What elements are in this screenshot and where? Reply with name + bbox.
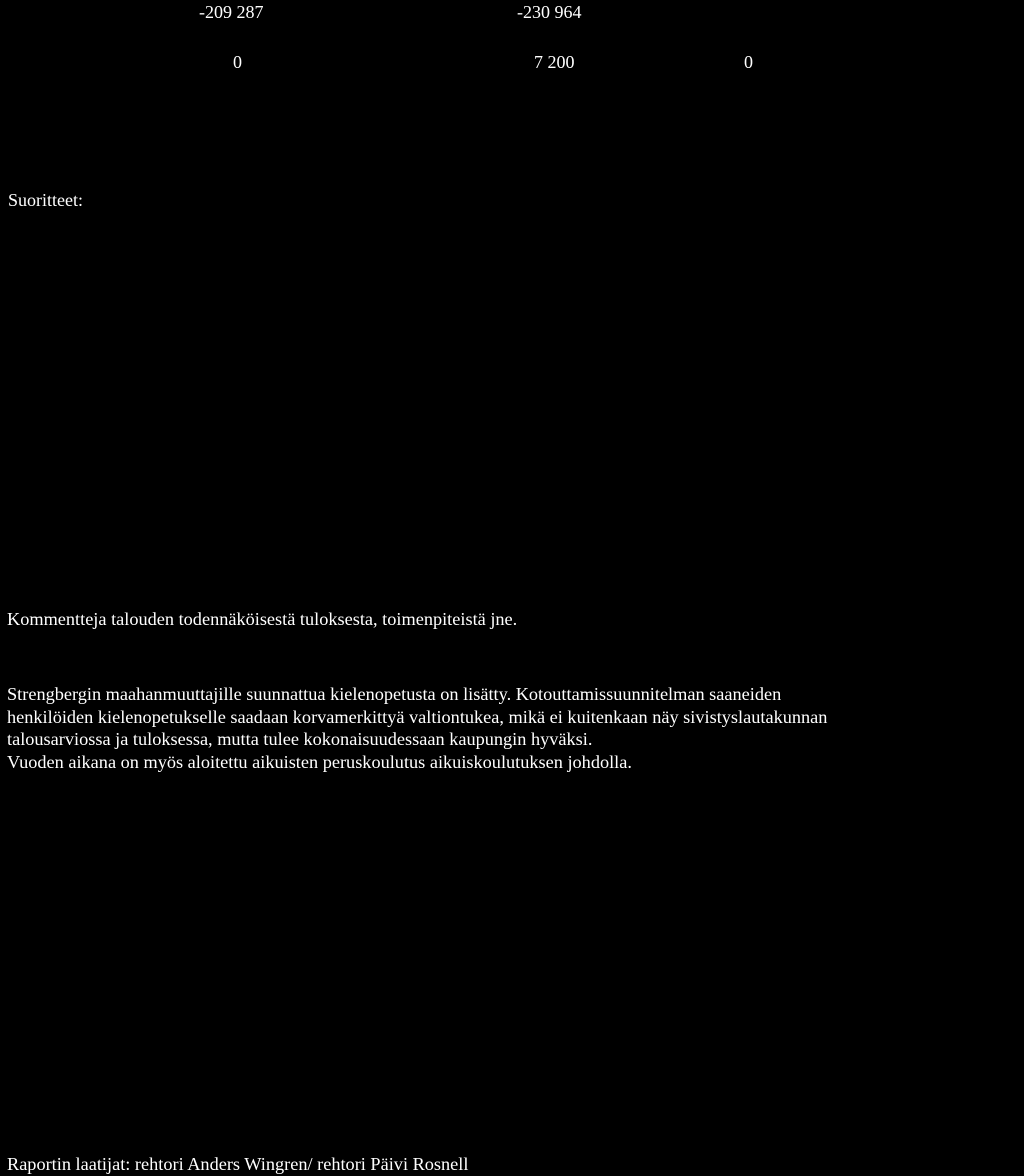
comments-line: talousarviossa ja tuloksessa, mutta tulee kokonaisuudessaan kaupungin hyväksi.: [7, 729, 593, 749]
suoritteet-label: Suoritteet:: [8, 190, 83, 210]
figure-row1-col2: -230 964: [517, 2, 582, 22]
figure-row1-col1: -209 287: [199, 2, 264, 22]
figure-row2-col3: 0: [744, 52, 753, 72]
comments-heading: Kommentteja talouden todennäköisestä tuloksesta, toimenpiteistä jne.: [7, 609, 518, 629]
comments-line: henkilöiden kielenopetukselle saadaan korvamerkittyä valtiontukea, mikä ei kuitenkaan näy sivistyslautakunnan: [7, 706, 828, 727]
report-authors: Raportin laatijat: rehtori Anders Wingren/ rehtori Päivi Rosnell: [7, 1154, 469, 1174]
figure-row2-col2: 7 200: [534, 52, 575, 72]
comments-paragraph: [7, 683, 1022, 773]
figure-row2-col1: 0: [233, 52, 242, 72]
comments-line: Strengbergin maahanmuuttajille suunnattua kielenopetusta on lisätty. Kotouttamissuunnitelman saaneiden: [7, 684, 782, 704]
comments-line: Vuoden aikana on myös aloitettu aikuisten peruskoulutus aikuiskoulutuksen johdolla.: [7, 751, 632, 772]
